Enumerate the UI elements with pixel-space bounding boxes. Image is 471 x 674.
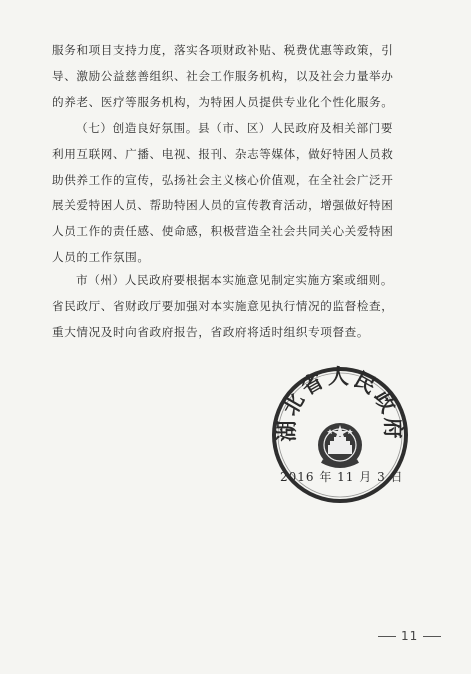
text-line: （七）创造良好氛围。县（市、区）人民政府及相关部门要 — [76, 121, 394, 135]
page-dash-right — [423, 636, 441, 637]
text-line: 服务和项目支持力度，落实各项财政补贴、税费优惠等政策，引 — [52, 43, 394, 57]
page-number-value: 11 — [401, 629, 419, 643]
text-line: 人员工作的责任感、使命感，积极营造全社会共同关心关爱特困 — [52, 224, 394, 239]
paragraph-implementation — [52, 268, 452, 345]
signature-date: 2016 年 11 月 3 日 — [280, 470, 404, 484]
text-line: 导、激励公益慈善组织、社会工作服务机构，以及社会力量举办 — [52, 68, 394, 83]
page-dash-left — [378, 636, 396, 637]
text-line: 省民政厅、省财政厅要加强对本实施意见执行情况的监督检查， — [52, 298, 394, 313]
text-line: 利用互联网、广播、电视、报刊、杂志等媒体，做好特困人员救 — [52, 146, 394, 161]
text-line: 人员的工作氛围。 — [52, 249, 150, 264]
text-line: 的养老、医疗等服务机构，为特困人员提供专业化个性化服务。 — [52, 94, 394, 109]
text-line: 重大情况及时向省政府报告，省政府将适时组织专项督查。 — [52, 324, 370, 339]
paragraph-support-policies — [52, 38, 452, 115]
text-line: 助供养工作的宣传，弘扬社会主义核心价值观，在全社会广泛开 — [52, 172, 394, 187]
text-line: 展关爱特困人员、帮助特困人员的宣传教育活动，增强做好特困 — [52, 198, 394, 213]
seal-text-path: 湖北省人民政府 — [273, 365, 407, 442]
page-number — [373, 629, 446, 643]
text-line: 市（州）人民政府要根据本实施意见制定实施方案或细则。 — [76, 273, 394, 287]
emblem-icon — [318, 423, 362, 467]
paragraph-atmosphere — [52, 116, 452, 271]
